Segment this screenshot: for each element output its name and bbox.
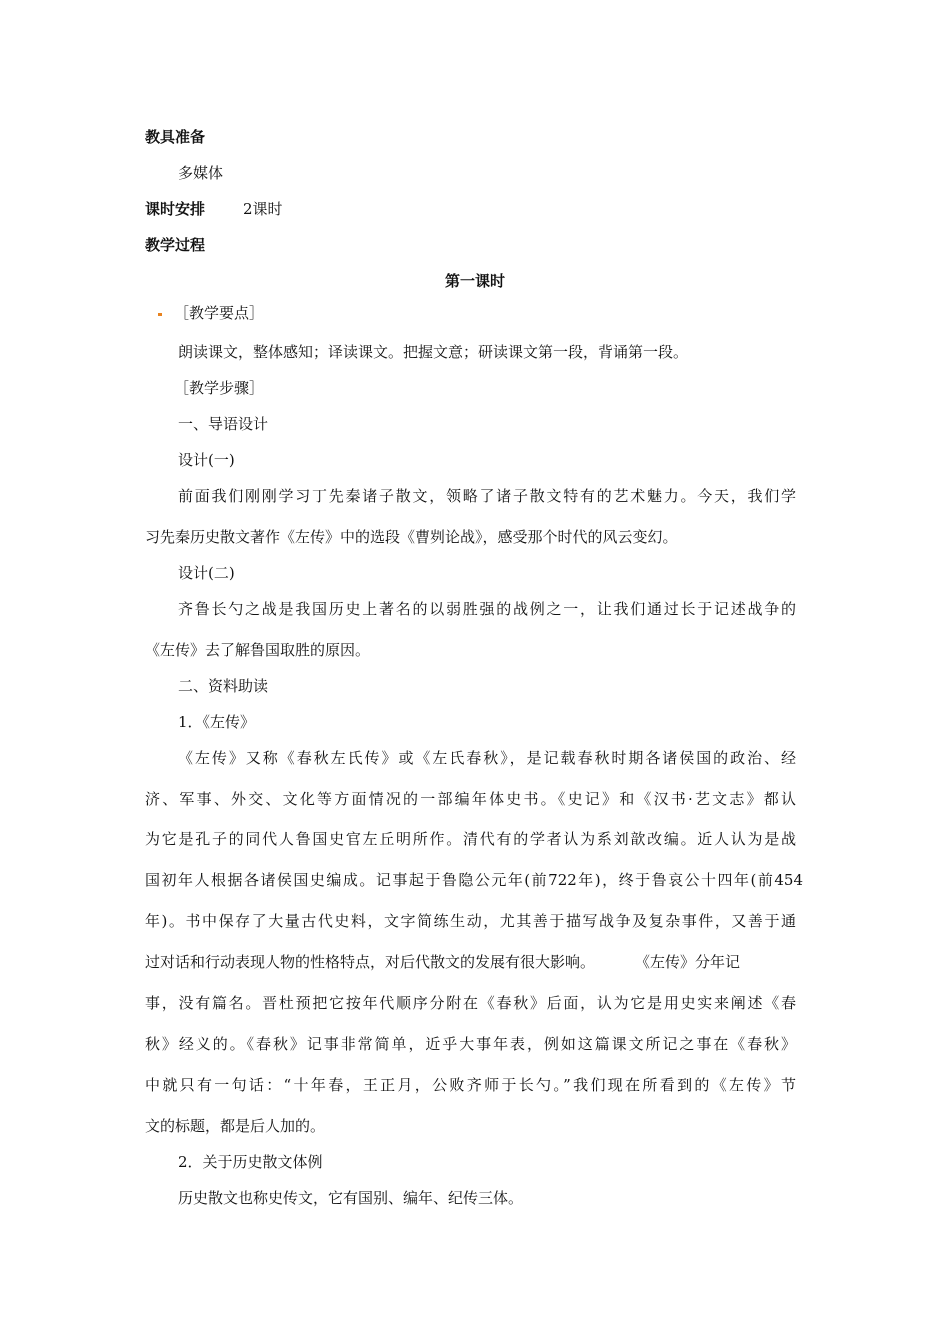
heading-teaching-tools: 教具准备 [145, 128, 206, 146]
bullet-marker [158, 313, 162, 316]
design-2-line-2: 《左传》去了解鲁国取胜的原因。 [145, 641, 371, 659]
design-1-line-2: 习先秦历史散文著作《左传》中的选段《曹刿论战》，感受那个时代的风云变幻。 [145, 528, 678, 546]
lesson-title: 第一课时 [444, 272, 505, 290]
steps-label: ［教学步骤］ [174, 379, 265, 397]
schedule-row [145, 199, 283, 219]
teaching-tools-value: 多媒体 [178, 164, 224, 182]
item-1-line-4: 国初年人根据各诸侯国史编成。记事起于鲁隐公元年(前722年)，终于鲁哀公十四年(前454 [145, 871, 803, 889]
item-1-line-7: 事，没有篇名。晋杜预把它按年代顺序分附在《春秋》后面，认为它是用史实来阐述《春 [145, 994, 796, 1012]
design-2-line-1: 齐鲁长勺之战是我国历史上著名的以弱胜强的战例之一，让我们通过长于记述战争的 [178, 600, 796, 618]
heading-class-schedule: 课时安排 [145, 200, 206, 218]
item-1-line-1: 《左传》又称《春秋左氏传》或《左氏春秋》，是记载春秋时期各诸侯国的政治、经 [178, 749, 796, 767]
item-1-line-6-text: 过对话和行动表现人物的性格特点，对后代散文的发展有很大影响。 [145, 953, 596, 971]
key-points-text: 朗读课文，整体感知；译读课文。把握文意；研读课文第一段，背诵第一段。 [178, 343, 689, 361]
item-1-line-2: 济、军事、外交、文化等方面情况的一部编年体史书。《史记》和《汉书·艺文志》都认 [145, 790, 796, 808]
item-1-line-6-continuation: 《左传》分年记 [635, 953, 741, 971]
section-1-title: 一、导语设计 [178, 415, 269, 433]
item-1-title: 1．《左传》 [178, 713, 256, 731]
class-schedule-value: 2课时 [243, 200, 283, 218]
item-1-line-10: 文的标题，都是后人加的。 [145, 1117, 326, 1135]
design-1-label: 设计(一) [178, 451, 235, 469]
item-1-line-6 [145, 952, 740, 972]
key-points-label: ［教学要点］ [174, 304, 265, 322]
design-2-label: 设计(二) [178, 564, 235, 582]
item-2-title: 2．关于历史散文体例 [178, 1153, 323, 1171]
item-1-line-9: 中就只有一句话：“十年春，王正月，公败齐师于长勺。”我们现在所看到的《左传》节 [145, 1076, 796, 1094]
design-1-line-1: 前面我们刚刚学习丁先秦诸子散文，领略了诸子散文特有的艺术魅力。今天，我们学 [178, 487, 796, 505]
item-1-line-3: 为它是孔子的同代人鲁国史官左丘明所作。清代有的学者认为系刘歆改编。近人认为是战 [145, 830, 796, 848]
item-2-text: 历史散文也称史传文，它有国别、编年、纪传三体。 [178, 1189, 524, 1207]
item-1-line-8: 秋》经义的。《春秋》记事非常简单，近乎大事年表，例如这篇课文所记之事在《春秋》 [145, 1035, 796, 1053]
item-1-line-5: 年)。书中保存了大量古代史料，文字简练生动，尤其善于描写战争及复杂事件，又善于通 [145, 912, 796, 930]
heading-teaching-process: 教学过程 [145, 236, 206, 254]
section-2-title: 二、资料助读 [178, 677, 269, 695]
